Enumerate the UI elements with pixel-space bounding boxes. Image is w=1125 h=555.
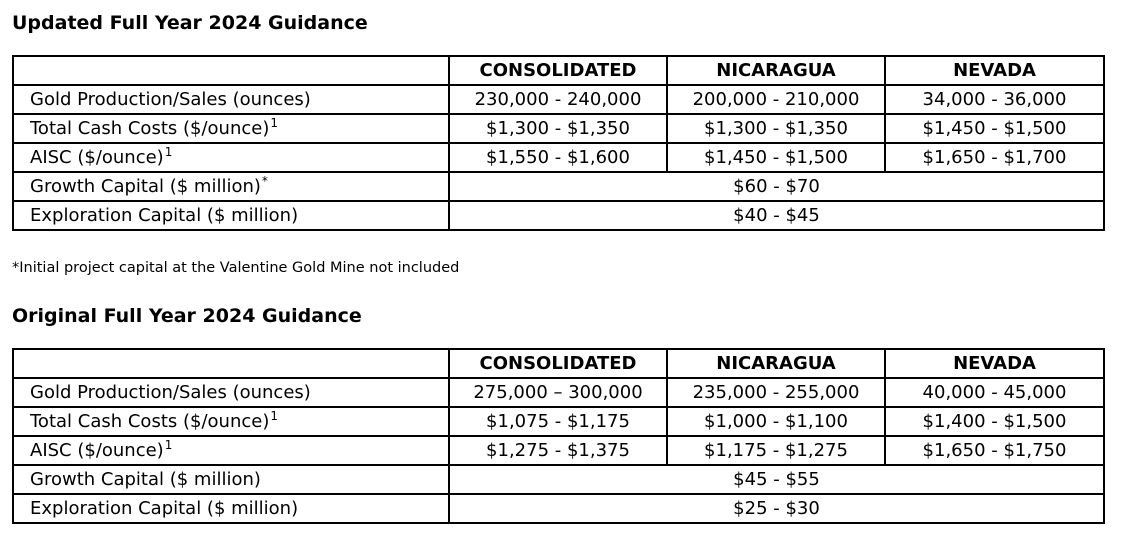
row-label xyxy=(13,114,449,143)
original-guidance-table xyxy=(12,348,1105,524)
row-label-text: Gold Production/Sales (ounces) xyxy=(30,89,311,110)
header-nevada: NEVADA xyxy=(885,56,1104,85)
footnote: *Initial project capital at the Valentine Gold Mine not included xyxy=(12,260,460,276)
cell-consolidated: 275,000 – 300,000 xyxy=(449,378,667,407)
cell-nicaragua: 200,000 - 210,000 xyxy=(667,85,885,114)
row-label-text: AISC ($/ounce) xyxy=(30,440,164,461)
row-label-text: AISC ($/ounce) xyxy=(30,147,164,168)
updated-guidance-table xyxy=(12,55,1105,231)
cell-nicaragua: 235,000 - 255,000 xyxy=(667,378,885,407)
row-label xyxy=(13,465,449,494)
row-label-text: Exploration Capital ($ million) xyxy=(30,205,299,226)
row-label xyxy=(13,201,449,230)
row-label-sup: 1 xyxy=(164,145,173,159)
row-label-sup: 1 xyxy=(270,116,278,130)
header-nevada: NEVADA xyxy=(885,349,1104,378)
header-blank xyxy=(13,349,449,378)
header-blank xyxy=(13,56,449,85)
cell-merged: $60 - $70 xyxy=(449,172,1104,201)
table-row xyxy=(13,407,1104,436)
updated-guidance-title: Updated Full Year 2024 Guidance xyxy=(12,12,368,34)
row-label xyxy=(13,494,449,523)
cell-consolidated: 230,000 - 240,000 xyxy=(449,85,667,114)
row-label-text: Total Cash Costs ($/ounce) xyxy=(30,118,270,139)
cell-consolidated: $1,075 - $1,175 xyxy=(449,407,667,436)
header-nicaragua: NICARAGUA xyxy=(667,349,885,378)
cell-nevada: $1,450 - $1,500 xyxy=(885,114,1104,143)
table-header-row xyxy=(13,56,1104,85)
row-label xyxy=(13,436,449,465)
cell-nevada: $1,650 - $1,700 xyxy=(885,143,1104,172)
table-row xyxy=(13,436,1104,465)
table-row xyxy=(13,143,1104,172)
table-row xyxy=(13,494,1104,523)
row-label-text: Total Cash Costs ($/ounce) xyxy=(30,411,270,432)
cell-merged: $40 - $45 xyxy=(449,201,1104,230)
table-row xyxy=(13,201,1104,230)
row-label-sup: 1 xyxy=(164,438,173,452)
row-label-sup: 1 xyxy=(270,409,278,423)
cell-consolidated: $1,300 - $1,350 xyxy=(449,114,667,143)
cell-consolidated: $1,550 - $1,600 xyxy=(449,143,667,172)
cell-nevada: 40,000 - 45,000 xyxy=(885,378,1104,407)
row-label-sup: * xyxy=(261,174,268,188)
original-guidance-title: Original Full Year 2024 Guidance xyxy=(12,305,362,327)
table-header-row xyxy=(13,349,1104,378)
cell-nicaragua: $1,175 - $1,275 xyxy=(667,436,885,465)
row-label xyxy=(13,172,449,201)
row-label-text: Gold Production/Sales (ounces) xyxy=(30,382,311,403)
cell-consolidated: $1,275 - $1,375 xyxy=(449,436,667,465)
header-consolidated: CONSOLIDATED xyxy=(449,56,667,85)
table-row xyxy=(13,172,1104,201)
cell-nicaragua: $1,450 - $1,500 xyxy=(667,143,885,172)
cell-nicaragua: $1,000 - $1,100 xyxy=(667,407,885,436)
header-consolidated: CONSOLIDATED xyxy=(449,349,667,378)
cell-nevada: $1,650 - $1,750 xyxy=(885,436,1104,465)
row-label xyxy=(13,378,449,407)
header-nicaragua: NICARAGUA xyxy=(667,56,885,85)
row-label-text: Growth Capital ($ million) xyxy=(30,469,261,490)
row-label-text: Growth Capital ($ million) xyxy=(30,176,261,197)
row-label xyxy=(13,85,449,114)
row-label xyxy=(13,143,449,172)
cell-merged: $25 - $30 xyxy=(449,494,1104,523)
cell-nevada: 34,000 - 36,000 xyxy=(885,85,1104,114)
cell-merged: $45 - $55 xyxy=(449,465,1104,494)
table-row xyxy=(13,85,1104,114)
cell-nicaragua: $1,300 - $1,350 xyxy=(667,114,885,143)
row-label xyxy=(13,407,449,436)
cell-nevada: $1,400 - $1,500 xyxy=(885,407,1104,436)
table-row xyxy=(13,114,1104,143)
table-row xyxy=(13,465,1104,494)
table-row xyxy=(13,378,1104,407)
row-label-text: Exploration Capital ($ million) xyxy=(30,498,299,519)
